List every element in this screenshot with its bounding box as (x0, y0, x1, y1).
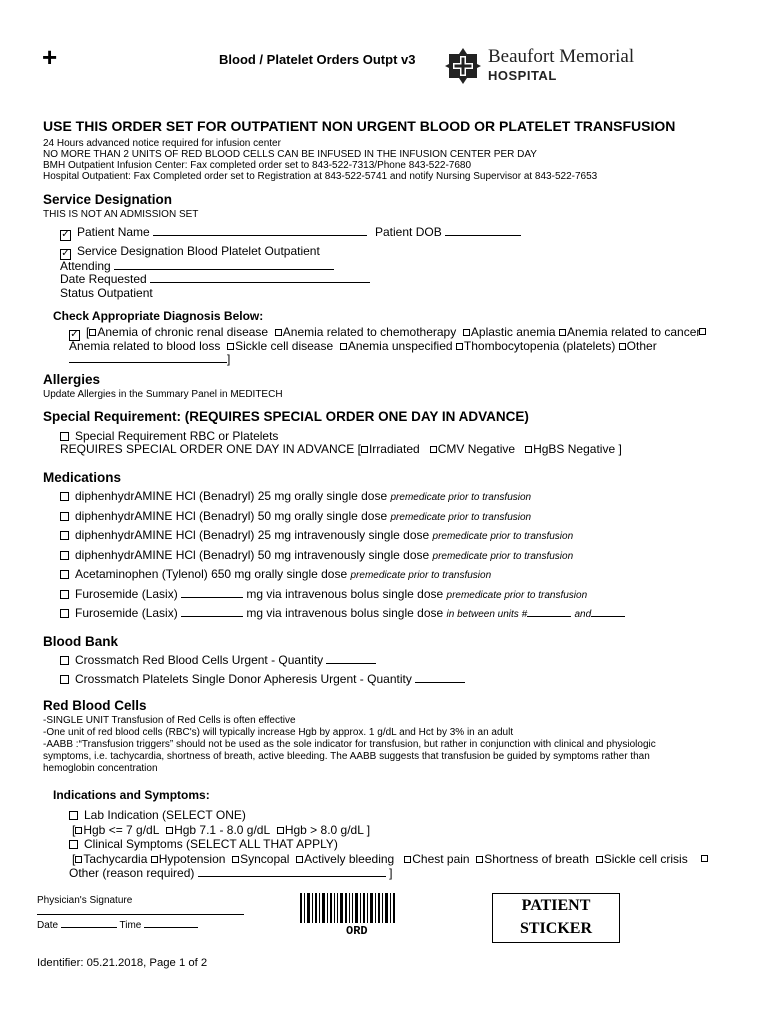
bloodbank-label: Crossmatch Platelets Single Donor Apheresis Urgent - Quantity (75, 672, 412, 686)
med-text: Acetaminophen (Tylenol) 650 mg orally single dose (75, 567, 348, 581)
intro-line: Hospital Outpatient: Fax Completed order set to Registration at 843-522-5741 and notify Nursing Supervisor at 843-522-7653 (43, 171, 598, 182)
patient-name-label: Patient Name (77, 225, 150, 239)
diagnosis-heading: Check Appropriate Diagnosis Below: (53, 309, 264, 323)
symptom-option: Hypotension (158, 852, 226, 866)
clinical-options-row: [ Tachycardia Hypotension Syncopal Actively bleeding Chest pain Shortness of breath Sickle cell crisis (72, 852, 688, 866)
patient-name-field[interactable] (153, 225, 367, 236)
checkbox[interactable] (60, 531, 69, 540)
checkbox[interactable] (60, 570, 69, 579)
med-text: mg via intravenous bolus single dose (246, 587, 444, 601)
patient-dob-label: Patient DOB (375, 225, 442, 239)
checkbox[interactable] (69, 811, 78, 820)
medications-heading: Medications (43, 470, 122, 485)
diag-option: Other (626, 339, 657, 353)
attending-label: Attending (60, 259, 111, 273)
plus-mark: + (42, 42, 58, 72)
medication-item (60, 528, 573, 542)
checkbox[interactable] (277, 827, 284, 834)
symptom-option: Tachycardia (83, 852, 148, 866)
med-note: and (574, 609, 592, 620)
diag-option: Thombocytopenia (platelets) (463, 339, 616, 353)
checkbox[interactable] (456, 343, 463, 350)
physician-signature-label: Physician's Signature (37, 895, 133, 906)
med-note: premedicate prior to transfusion (390, 512, 532, 523)
checkbox[interactable] (430, 446, 437, 453)
checkbox[interactable] (60, 675, 69, 684)
allergies-heading: Allergies (43, 372, 101, 387)
diagnosis-other-row (69, 352, 230, 366)
checkbox[interactable] (151, 856, 158, 863)
special-option: CMV Negative (437, 442, 516, 456)
status-text: Status Outpatient (60, 286, 153, 300)
med-text: Furosemide (Lasix) (75, 587, 178, 601)
diag-option: Anemia related to cancer (566, 325, 701, 339)
checkbox[interactable] (60, 551, 69, 560)
special-item (60, 429, 278, 443)
lab-option: Hgb 7.1 - 8.0 g/dL (174, 823, 271, 837)
med-note: premedicate prior to transfusion (432, 551, 574, 562)
medication-item (60, 606, 625, 620)
sticker-line: STICKER (519, 920, 593, 937)
patient-name-checkbox[interactable]: ✓ (61, 229, 70, 240)
identifier: Identifier: 05.21.2018, Page 1 of 2 (37, 957, 208, 969)
symptom-option: Chest pain (412, 852, 470, 866)
checkbox[interactable] (60, 512, 69, 521)
other-reason-field[interactable] (198, 866, 386, 877)
med-note: premedicate prior to transfusion (350, 570, 492, 581)
time-field[interactable] (144, 917, 198, 928)
designation-label: Service Designation Blood Platelet Outpatient (77, 244, 320, 258)
patient-dob-row (375, 225, 521, 239)
bracket-close: ] (227, 352, 231, 366)
patient-sticker-box (492, 893, 620, 943)
attending-row (60, 259, 334, 273)
document-title: Blood / Platelet Orders Outpt v3 (219, 52, 416, 67)
med-text: diphenhydrAMINE HCl (Benadryl) 25 mg orally single dose (75, 489, 388, 503)
diag-option: Anemia unspecified (347, 339, 453, 353)
medication-item (60, 509, 531, 523)
rbc-line: hemoglobin concentration (43, 763, 158, 774)
unit-field[interactable] (527, 606, 571, 617)
checkbox[interactable] (525, 446, 532, 453)
diagnosis-other-field[interactable] (69, 352, 227, 363)
diagnosis-row-2 (69, 339, 657, 353)
special-prefix: REQUIRES SPECIAL ORDER ONE DAY IN ADVANCE [ (60, 442, 361, 456)
checkbox[interactable] (75, 856, 82, 863)
hospital-subtitle: HOSPITAL (488, 68, 557, 83)
diag-option: Aplastic anemia (470, 325, 556, 339)
checkbox[interactable] (361, 446, 368, 453)
rbc-heading: Red Blood Cells (43, 698, 147, 713)
symptom-option: Syncopal (240, 852, 290, 866)
designation-checkbox[interactable]: ✓ (61, 248, 70, 259)
lab-indication-row (69, 808, 246, 822)
checkbox[interactable] (404, 856, 411, 863)
rbc-line: -AABB :“Transfusion triggers” should not be used as the sole indicator for transfusion, but rather in conjunction with clinical and physiologic (43, 739, 656, 750)
rbc-line: -One unit of red blood cells (RBC's) will typically increase Hgb by approx. 1 g/dL and Hct by 3% in an adult (43, 727, 514, 738)
checkbox[interactable] (275, 329, 282, 336)
barcode-icon (300, 893, 396, 923)
dose-field[interactable] (181, 587, 243, 598)
date-requested-field[interactable] (150, 272, 370, 283)
checkbox[interactable] (69, 840, 78, 849)
diag-option: Anemia related to chemotherapy (282, 325, 457, 339)
date-time-row (37, 917, 198, 931)
checkbox[interactable] (89, 329, 96, 336)
diag-option: Anemia related to blood loss (69, 339, 221, 353)
designation-row (60, 244, 320, 260)
sticker-line: PATIENT (521, 897, 591, 914)
checkbox[interactable] (166, 827, 173, 834)
bloodbank-item (60, 653, 376, 667)
med-note: premedicate prior to transfusion (446, 590, 588, 601)
medication-item (60, 587, 587, 601)
order-set-heading: USE THIS ORDER SET FOR OUTPATIENT NON URGENT BLOOD OR PLATELET TRANSFUSION (43, 118, 676, 134)
date-requested-label: Date Requested (60, 272, 147, 286)
unit-field[interactable] (591, 606, 625, 617)
med-text: diphenhydrAMINE HCl (Benadryl) 50 mg intravenously single dose (75, 548, 430, 562)
checkbox[interactable] (60, 656, 69, 665)
checkbox[interactable] (476, 856, 483, 863)
med-note: premedicate prior to transfusion (390, 492, 532, 503)
med-text: Furosemide (Lasix) (75, 606, 178, 620)
special-heading: Special Requirement: (REQUIRES SPECIAL ORDER ONE DAY IN ADVANCE) (43, 409, 529, 424)
indications-heading: Indications and Symptoms: (53, 788, 210, 802)
med-note: in between units # (446, 609, 528, 620)
lab-indication-label: Lab Indication (SELECT ONE) (84, 808, 246, 822)
clinical-label: Clinical Symptoms (SELECT ALL THAT APPLY) (84, 837, 338, 851)
checkbox[interactable] (60, 492, 69, 501)
lab-option: Hgb > 8.0 g/dL ] (284, 823, 371, 837)
special-item-label: Special Requirement RBC or Platelets (75, 429, 279, 443)
special-option: Irradiated (368, 442, 420, 456)
checkbox[interactable] (60, 432, 69, 441)
med-text: mg via intravenous bolus single dose (246, 606, 444, 620)
patient-dob-field[interactable] (445, 225, 521, 236)
service-note: THIS IS NOT AN ADMISSION SET (43, 209, 199, 220)
barcode-label: ORD (346, 924, 368, 938)
intro-line: 24 Hours advanced notice required for infusion center (43, 138, 281, 149)
rbc-line: symptoms, i.e. tachycardia, shortness of breath, active bleeding. The AABB suggests that transfusion be guided by symptoms rather than (43, 751, 650, 762)
diag-option: Sickle cell disease (235, 339, 334, 353)
time-label: Time (119, 920, 142, 931)
bracket-close: ] (389, 866, 393, 880)
other-label: Other (reason required) (69, 866, 195, 880)
service-heading: Service Designation (43, 192, 173, 207)
lab-option: Hgb <= 7 g/dL (83, 823, 160, 837)
symptom-option: Actively bleeding (304, 852, 395, 866)
clinical-symptoms-row (69, 837, 338, 851)
checkbox[interactable] (596, 856, 603, 863)
checkbox[interactable] (340, 343, 347, 350)
bloodbank-heading: Blood Bank (43, 634, 119, 649)
med-text: diphenhydrAMINE HCl (Benadryl) 25 mg intravenously single dose (75, 528, 430, 542)
intro-line: NO MORE THAN 2 UNITS OF RED BLOOD CELLS CAN BE INFUSED IN THE INFUSION CENTER PER DAY (43, 149, 537, 160)
diagnosis-checkbox[interactable]: ✓ (70, 329, 79, 340)
checkbox[interactable] (463, 329, 470, 336)
intro-line: BMH Outpatient Infusion Center: Fax completed order set to 843-522-7313/Phone 843-522-7680 (43, 160, 472, 171)
date-label: Date (37, 920, 59, 931)
special-options-row (60, 442, 622, 456)
checkbox[interactable] (75, 827, 82, 834)
special-option: HgBS Negative ] (533, 442, 622, 456)
bracket-open: [ (86, 325, 90, 339)
other-reason-row (69, 866, 392, 880)
diag-option: Anemia of chronic renal disease (97, 325, 269, 339)
signature-field[interactable] (37, 914, 244, 915)
symptom-option: Sickle cell crisis (603, 852, 688, 866)
checkbox[interactable] (296, 856, 303, 863)
checkbox[interactable] (699, 328, 706, 335)
medication-item (60, 567, 491, 581)
quantity-field[interactable] (415, 672, 465, 683)
med-note: premedicate prior to transfusion (432, 531, 574, 542)
date-field[interactable] (61, 917, 117, 928)
attending-field[interactable] (114, 259, 334, 270)
allergies-note: Update Allergies in the Summary Panel in MEDITECH (43, 389, 283, 400)
medication-item (60, 489, 531, 503)
symptom-option: Shortness of breath (484, 852, 590, 866)
checkbox[interactable] (559, 329, 566, 336)
checkbox[interactable] (60, 590, 69, 599)
medication-item (60, 548, 573, 562)
dose-field[interactable] (181, 606, 243, 617)
med-text: diphenhydrAMINE HCl (Benadryl) 50 mg orally single dose (75, 509, 388, 523)
quantity-field[interactable] (326, 653, 376, 664)
rbc-line: -SINGLE UNIT Transfusion of Red Cells is often effective (43, 715, 296, 726)
bloodbank-label: Crossmatch Red Blood Cells Urgent - Quantity (75, 653, 324, 667)
checkbox[interactable] (701, 855, 708, 862)
checkbox[interactable] (619, 343, 626, 350)
date-requested-row (60, 272, 370, 286)
checkbox[interactable] (232, 856, 239, 863)
patient-name-row (60, 225, 367, 241)
lab-options-row: [ Hgb <= 7 g/dL Hgb 7.1 - 8.0 g/dL Hgb > 8.0 g/dL ] (72, 823, 371, 837)
hospital-name: Beaufort Memorial (488, 46, 635, 67)
checkbox[interactable] (227, 343, 234, 350)
bloodbank-item (60, 672, 465, 686)
checkbox[interactable] (60, 609, 69, 618)
hospital-logo-icon (443, 46, 483, 86)
